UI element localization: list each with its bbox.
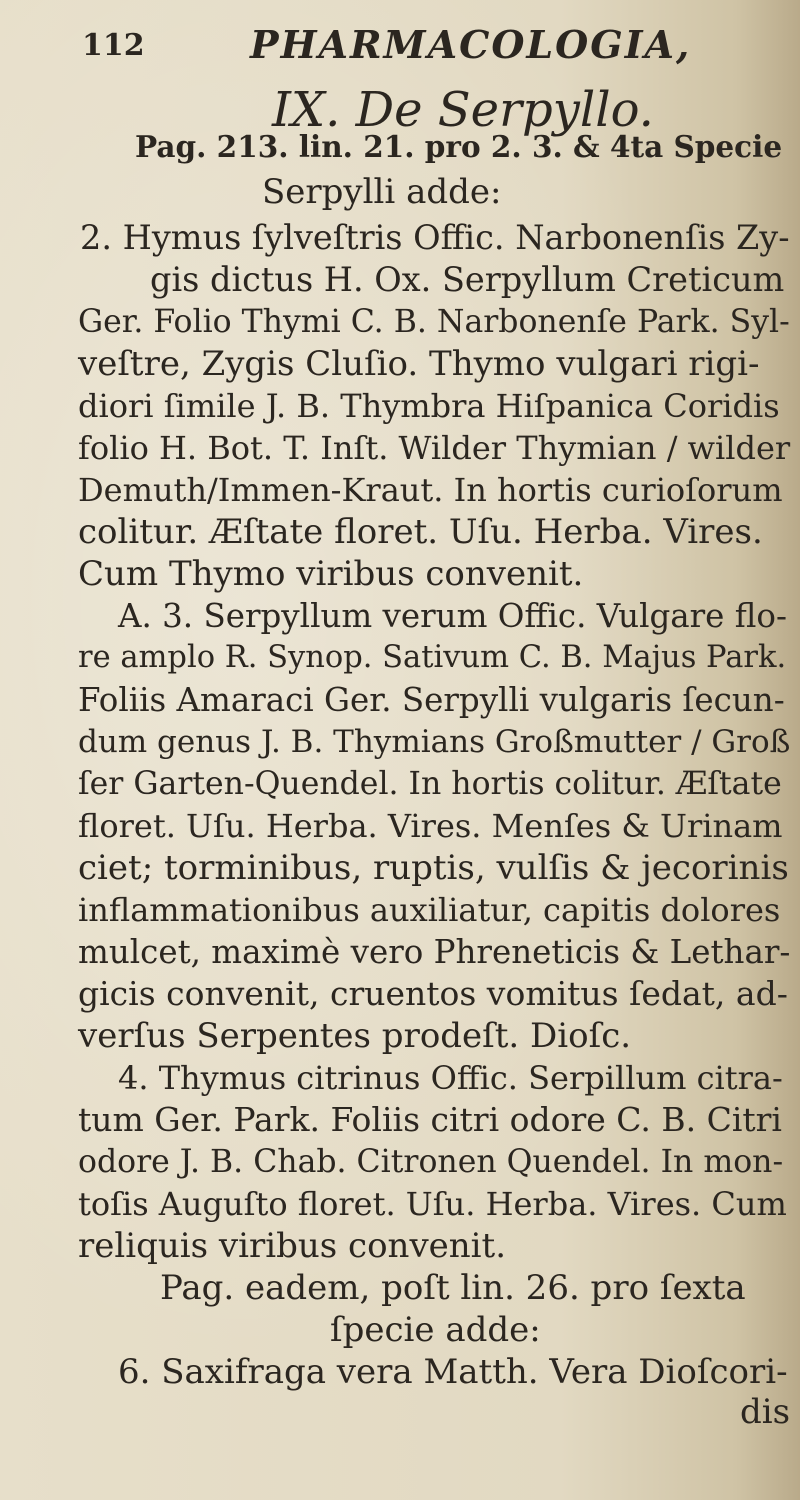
text-line-12: A. 3. Serpyllum verum Offic. Vulgare flo- — [118, 597, 787, 635]
text-line-2: Serpylli adde: — [262, 172, 502, 212]
text-line-20: mulcet, maximè vero Phreneticis & Lethar- — [78, 933, 791, 971]
text-line-26: toſis Auguſto floret. Uſu. Herba. Vires. Cum — [78, 1185, 787, 1223]
text-line-8: folio H. Bot. T. Inſt. Wilder Thymian / wilder — [78, 429, 791, 467]
text-line-28: Pag. eadem, poſt lin. 26. pro ſexta — [160, 1268, 746, 1308]
text-line-30: 6. Saxifraga vera Matth. Vera Dioſcori- — [118, 1352, 788, 1392]
text-line-18: ciet; torminibus, ruptis, vulſis & jecorinis — [78, 848, 789, 888]
text-line-1: Pag. 213. lin. 21. pro 2. 3. & 4ta Specie — [135, 129, 783, 164]
text-line-15: dum genus J. B. Thymians Großmutter / Groß — [78, 724, 791, 760]
text-line-17: floret. Uſu. Herba. Vires. Menſes & Urinam — [78, 807, 783, 845]
text-line-4: gis dictus H. Ox. Serpyllum Creticum — [150, 260, 785, 299]
running-title: PHARMACOLOGIA, — [250, 22, 692, 67]
text-line-7: diori ſimile J. B. Thymbra Hiſpanica Coridis — [78, 387, 780, 425]
section-title: IX. De Serpyllo. — [272, 82, 654, 138]
page-number: 112 — [82, 28, 145, 63]
text-line-22: verſus Serpentes prodeſt. Dioſc. — [78, 1016, 632, 1056]
text-line-14: Foliis Amaraci Ger. Serpylli vulgaris ſecun- — [78, 681, 785, 719]
text-line-9: Demuth/Immen-Kraut. In hortis curioſorum — [78, 471, 783, 509]
text-line-5: Ger. Folio Thymi C. B. Narbonenſe Park. Syl- — [78, 304, 790, 340]
text-line-21: gicis convenit, cruentos vomitus ſedat, ad- — [78, 974, 788, 1013]
text-line-13: re amplo R. Synop. Sativum C. B. Majus Park. — [78, 640, 787, 675]
text-line-16: ſer Garten-Quendel. In hortis colitur. Æſtate — [78, 766, 782, 802]
text-line-3: 2. Hymus ſylveſtris Offic. Narbonenſis Zy- — [80, 218, 790, 257]
text-line-27: reliquis viribus convenit. — [78, 1226, 507, 1266]
text-line-19: inflammationibus auxiliatur, capitis dolores — [78, 891, 781, 929]
text-line-31: dis — [740, 1392, 791, 1432]
text-line-24: tum Ger. Park. Foliis citri odore C. B. Citri — [78, 1100, 782, 1139]
text-line-11: Cum Thymo viribus convenit. — [78, 554, 584, 594]
text-line-25: odore J. B. Chab. Citronen Quendel. In mon- — [78, 1144, 784, 1180]
text-line-29: ſpecie adde: — [330, 1310, 541, 1350]
text-line-6: veſtre, Zygis Cluſio. Thymo vulgari rigi- — [78, 344, 760, 384]
text-line-10: colitur. Æſtate floret. Uſu. Herba. Vires. — [78, 512, 763, 552]
text-line-23: 4. Thymus citrinus Offic. Serpillum citra- — [118, 1059, 783, 1097]
